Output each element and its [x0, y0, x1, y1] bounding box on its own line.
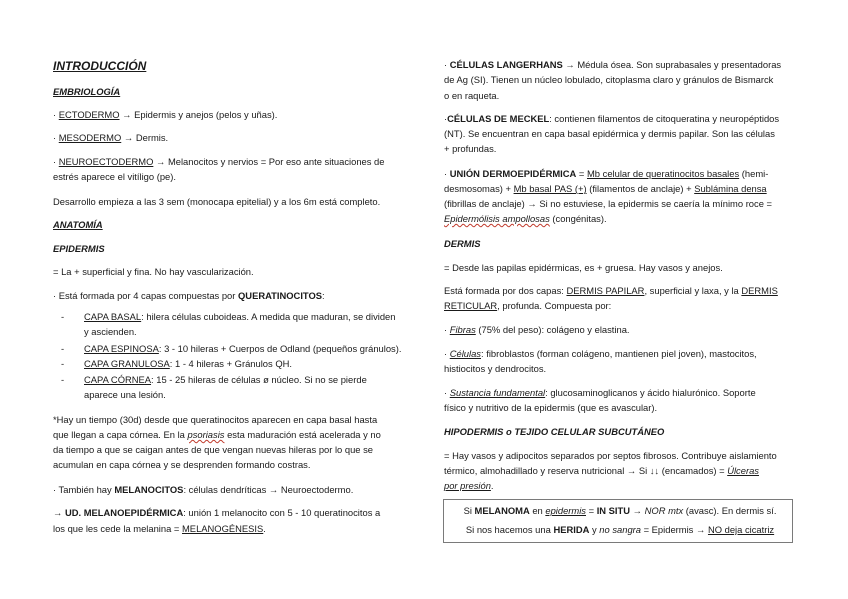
hipodermis-line-3 — [444, 480, 494, 492]
mesodermo-line: · MESODERMO → Dermis. — [53, 132, 169, 143]
celulas-term: Células — [449, 348, 481, 359]
capa-cornea-line-2: aparece una lesión. — [84, 389, 166, 400]
box-l1-g: → — [630, 505, 645, 516]
ulceras-term: Úlceras — [727, 465, 759, 476]
union-term: UNIÓN DERMOEPIDÉRMICA — [449, 168, 577, 179]
callout-line-2 — [444, 524, 796, 536]
por-presion-term: por presión — [444, 480, 491, 491]
box-l2-a: Si nos hacemos una — [465, 524, 554, 535]
melanoepidermica-term: UD. MELANOEPIDÉRMICA — [64, 507, 184, 518]
mesodermo-text: → Dermis. — [121, 132, 169, 143]
union-line-3: (fibrillas de anclaje) → Si no estuviese, la epidermis se caería la mínimo roce = — [444, 198, 773, 209]
hipodermis-line-2 — [444, 465, 759, 477]
note-l2-b: esta maduración está acelerada y no — [224, 429, 381, 440]
meckel-line — [444, 113, 779, 125]
capa-cornea-term: CAPA CÓRNEA — [84, 374, 152, 385]
melanoepidermica-line — [53, 507, 380, 519]
union-l4-b: (congénitas). — [549, 213, 607, 224]
capa-espinosa-term: CAPA ESPINOSA — [84, 343, 159, 354]
mesodermo-term: MESODERMO — [58, 132, 122, 143]
box-l2-c: y — [589, 524, 600, 535]
der-f-a: Está formada por dos capas: — [444, 285, 567, 296]
der-f-c: , superficial y laxa, y la — [644, 285, 742, 296]
cel-c: : fibroblastos (forman colágeno, mantienen piel joven), mastocitos, — [481, 348, 757, 359]
capa-granulosa-text: : 1 - 4 hileras + Gránulos QH. — [169, 358, 292, 369]
herida-term: HERIDA — [553, 524, 590, 535]
union-line — [444, 168, 768, 180]
epi-formada-a: · Está formada por 4 capas compuestas por — [53, 290, 238, 301]
box-l1-a: Si — [463, 505, 475, 516]
heading-embriologia: EMBRIOLOGÍA — [53, 86, 121, 97]
hipo-l2-a: térmico, almohadillado y reserva nutricional → Si ↓↓ (encamados) = — [444, 465, 728, 476]
union-e: (hemi- — [739, 168, 769, 179]
sustancia-line-2: físico y nutritivo de la epidermis (que es avascular). — [444, 402, 658, 413]
ud-a: → — [53, 507, 65, 518]
heading-dermis: DERMIS — [444, 238, 481, 249]
sus-c: : glucosaminoglicanos y ácido hialurónico. Soporte — [545, 387, 756, 398]
epidermis-formada — [53, 290, 325, 302]
lang-c: → Médula ósea. Son suprabasales y presentadoras — [562, 59, 782, 70]
box-l1-c: en — [529, 505, 546, 516]
meckel-a: · — [444, 113, 448, 124]
ud-l2-c: . — [263, 523, 266, 534]
fibras-line — [444, 324, 630, 336]
melanocitos-line — [53, 484, 353, 496]
meckel-line-2: (NT). Se encuentran en capa basal epidérmica y dermis papilar. Son las células — [444, 128, 775, 139]
union-l2-a: desmosomas) + — [444, 183, 514, 194]
reticular-term: RETICULAR — [444, 300, 498, 311]
box-l1-e: = — [586, 505, 597, 516]
celulas-line-2: histiocitos y dendrocitos. — [444, 363, 547, 374]
capa-espinosa-text: : 3 - 10 hileras + Cuerpos de Odland (pequeños gránulos). — [158, 343, 402, 354]
hipo-l3-b: . — [490, 480, 494, 491]
union-a: · — [444, 168, 450, 179]
langerhans-line — [444, 59, 781, 71]
melanoma-callout-box — [443, 499, 793, 543]
epidermis-term: epidermis — [545, 505, 586, 516]
meckel-term: CÉLULAS DE MECKEL — [447, 113, 550, 124]
capa-basal-line-2: y ascienden. — [84, 326, 137, 337]
lang-a: · — [444, 59, 450, 70]
note-line-4: acumulan en capa córnea y se desprenden formando costras. — [53, 459, 311, 470]
dermis-formada — [444, 285, 778, 297]
nor-mtx-term: NOR mtx — [644, 505, 684, 516]
note-line-3: da tiempo a que se caigan antes de que vengan nuevas hileras por lo que se — [53, 444, 374, 455]
sustancia-term: Sustancia fundamental — [449, 387, 546, 398]
melanocitos-term: MELANOCITOS — [114, 484, 184, 495]
union-l2-c: (filamentos de anclaje) + — [586, 183, 695, 194]
no-sangra-term: no sangra — [599, 524, 641, 535]
box-l2-e: = Epidermis → — [641, 524, 708, 535]
note-line-1: *Hay un tiempo (30d) desde que queratinocitos aparecen en capa basal hasta — [53, 414, 378, 425]
heading-anatomia: ANATOMÍA — [53, 219, 103, 230]
meckel-line-3: + profundas. — [444, 143, 497, 154]
langerhans-line-3: o en raqueta. — [444, 90, 500, 101]
ud-c: : unión 1 melanocito con 5 - 10 queratinocitos a — [183, 507, 381, 518]
capa-basal-text: : hilera células cuboideas. A medida que maduran, se dividen — [141, 311, 396, 322]
box-l1-i: (avasc). En dermis sí. — [683, 505, 777, 516]
neuroectodermo-line: · NEUROECTODERMO → Melanocitos y nervios = Por eso ante situaciones de — [53, 156, 385, 167]
union-line-4 — [444, 213, 607, 225]
fib-c: (75% del peso): colágeno y elastina. — [475, 324, 630, 335]
sustancia-line — [444, 387, 756, 399]
mel-c: : células dendríticas → Neuroectodermo. — [183, 484, 354, 495]
in-situ-term: IN SITU — [596, 505, 631, 516]
ectodermo-term: ECTODERMO — [58, 109, 120, 120]
melanogenesis-term: MELANOGÉNESIS — [182, 523, 264, 534]
dermis-term: DERMIS — [741, 285, 778, 296]
queratinocitos-term: QUERATINOCITOS — [238, 290, 323, 301]
capa-granulosa-term: CAPA GRANULOSA — [84, 358, 170, 369]
desarrollo-line: Desarrollo empieza a las 3 sem (monocapa epitelial) y a los 6m está completo. — [53, 196, 381, 207]
neuro-l2-a: estrés aparece el — [53, 171, 128, 182]
melanoma-term: MELANOMA — [474, 505, 530, 516]
celulas-line — [444, 348, 757, 360]
neuro-l2-b: (pe). — [154, 171, 176, 182]
langerhans-line-2: de Ag (SI). Tienen un núcleo lobulado, citoplasma claro y gránulos de Bismarck — [444, 74, 774, 85]
neuroectodermo-text: → Melanocitos y nervios = Por eso ante situaciones de — [153, 156, 385, 167]
union-c: = — [576, 168, 587, 179]
ud-l2-a: los que les cede la melanina = — [53, 523, 182, 534]
neuroectodermo-term: NEUROECTODERMO — [58, 156, 154, 167]
dermis-definition: = Desde las papilas epidérmicas, es + gruesa. Hay vasos y anejos. — [444, 262, 723, 273]
heading-epidermis: EPIDERMIS — [53, 243, 105, 254]
no-cicatriz-term: NO deja cicatriz — [707, 524, 775, 535]
note-line-2 — [53, 429, 381, 441]
langerhans-term: CÉLULAS LANGERHANS — [449, 59, 563, 70]
capa-basal-term: CAPA BASAL — [84, 311, 142, 322]
fib-a: · — [444, 324, 450, 335]
ectodermo-text: → Epidermis y anejos (pelos y uñas). — [119, 109, 278, 120]
dermis-formada-line-2 — [444, 300, 611, 312]
epidermis-definition: = La + superficial y fina. No hay vascularización. — [53, 266, 254, 277]
hipodermis-line-1: = Hay vasos y adipocitos separados por septos fibrosos. Contribuye aislamiento — [444, 450, 777, 461]
mb-celular-term: Mb celular de queratinocitos basales — [587, 168, 740, 179]
capa-cornea-text: : 15 - 25 hileras de células ø núcleo. Si no se pierde — [151, 374, 367, 385]
melanoepidermica-line-2 — [53, 523, 266, 535]
union-line-2 — [444, 183, 767, 195]
meckel-c: : contienen filamentos de citoqueratina y neuropéptidos — [549, 113, 780, 124]
mb-basal-term: Mb basal PAS (+) — [513, 183, 587, 194]
der-f-l2-b: , profunda. Compuesta por: — [497, 300, 612, 311]
sublamina-term: Sublámina densa — [694, 183, 767, 194]
ectodermo-line: · ECTODERMO → Epidermis y anejos (pelos y uñas). — [53, 109, 278, 120]
page-title: INTRODUCCIÓN — [53, 59, 147, 73]
psoriasis-term: psoriasis — [187, 429, 225, 440]
note-l2-a: que llegan a capa córnea. En la — [53, 429, 188, 440]
neuroectodermo-line-2 — [53, 171, 176, 183]
cel-a: · — [444, 348, 450, 359]
epidermolisis-term: Epidermólisis ampollosas — [444, 213, 550, 224]
mel-a: · También hay — [53, 484, 115, 495]
dermis-papilar-term: DERMIS PAPILAR — [566, 285, 645, 296]
vitiligo-term: vitíligo — [127, 171, 155, 182]
epi-formada-c: : — [322, 290, 325, 301]
fibras-term: Fibras — [449, 324, 476, 335]
heading-hipodermis: HIPODERMIS o TEJIDO CELULAR SUBCUTÁNEO — [444, 426, 665, 437]
sus-a: · — [444, 387, 450, 398]
callout-line-1 — [444, 505, 796, 517]
